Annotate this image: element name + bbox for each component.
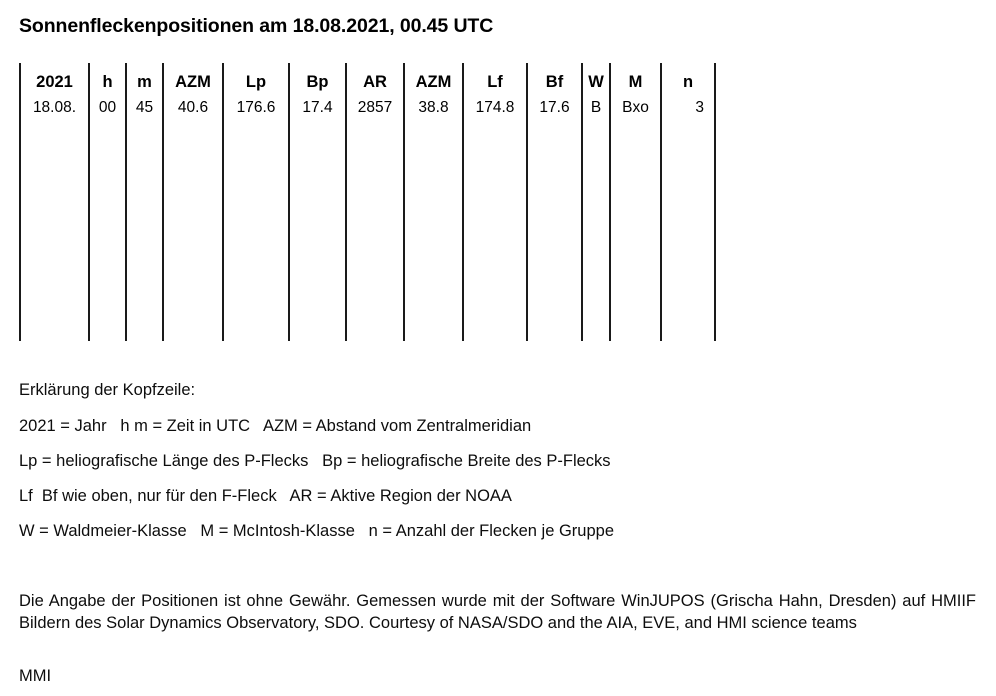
sunspot-position-table — [19, 63, 716, 341]
table-column-w — [583, 63, 611, 341]
table-column-value: 17.4 — [302, 98, 333, 116]
table-column-n — [662, 63, 714, 341]
table-column-azm — [405, 63, 464, 341]
table-column-bp — [290, 63, 347, 341]
table-column-2021 — [21, 63, 90, 341]
table-column-value: 3 — [695, 98, 704, 116]
table-column-header: h — [102, 73, 113, 91]
table-column-value: 45 — [135, 98, 154, 116]
table-column-value: 18.08. — [32, 98, 77, 116]
table-column-ar — [347, 63, 405, 341]
table-column-header: AR — [363, 73, 387, 91]
table-column-header: 2021 — [36, 73, 73, 91]
table-column-header: Lp — [245, 73, 267, 91]
table-column-header: AZM — [415, 73, 452, 91]
table-column-header: Bf — [545, 73, 564, 91]
table-column-lp — [224, 63, 290, 341]
table-column-header: W — [588, 73, 604, 91]
table-column-value: 38.8 — [418, 98, 449, 116]
table-column-header: AZM — [175, 73, 211, 91]
table-column-bf — [528, 63, 583, 341]
table-column-azm — [164, 63, 224, 341]
page-title: Sonnenfleckenpositionen am 18.08.2021, 00.45 UTC — [19, 15, 494, 37]
explanation-heading: Erklärung der Kopfzeile: — [19, 381, 196, 399]
table-column-header: M — [628, 73, 643, 91]
table-column-value: B — [590, 98, 602, 116]
table-column-m — [127, 63, 164, 341]
explanation-line-year-time-azm: 2021 = Jahr h m = Zeit in UTC AZM = Abstand vom Zentralmeridian — [19, 417, 532, 435]
table-column-value: 176.6 — [236, 98, 276, 116]
table-column-value: 174.8 — [475, 98, 515, 116]
explanation-line-lf-bf-ar: Lf Bf wie oben, nur für den F-Fleck AR = Aktive Region der NOAA — [19, 487, 512, 505]
table-column-value: 00 — [98, 98, 117, 116]
footer-signature: MMI — [19, 667, 52, 685]
table-column-m — [611, 63, 662, 341]
table-column-lf — [464, 63, 528, 341]
table-column-value: 2857 — [357, 98, 393, 116]
explanation-line-lp-bp: Lp = heliografische Länge des P-Flecks Bp = heliografische Breite des P-Flecks — [19, 452, 611, 470]
table-column-header: Bp — [306, 73, 329, 91]
table-column-header: m — [137, 73, 152, 91]
table-column-h — [90, 63, 127, 341]
explanation-line-w-m-n: W = Waldmeier-Klasse M = McIntosh-Klasse n = Anzahl der Flecken je Gruppe — [19, 522, 615, 540]
table-column-value: Bxo — [622, 98, 649, 116]
table-column-header: Lf — [487, 73, 503, 91]
table-column-value: 17.6 — [539, 98, 570, 116]
table-column-header: n — [682, 73, 694, 91]
footer-disclaimer: Die Angabe der Positionen ist ohne Gewähr. Gemessen wurde mit der Software WinJUPOS (Grischa Hahn, Dresden) auf HMIIF Bildern des Solar Dynamics Observatory, SDO. Courtesy of NASA/SDO and the AIA, EVE, and HMI science teams — [19, 592, 976, 632]
table-column-value: 40.6 — [177, 98, 209, 116]
